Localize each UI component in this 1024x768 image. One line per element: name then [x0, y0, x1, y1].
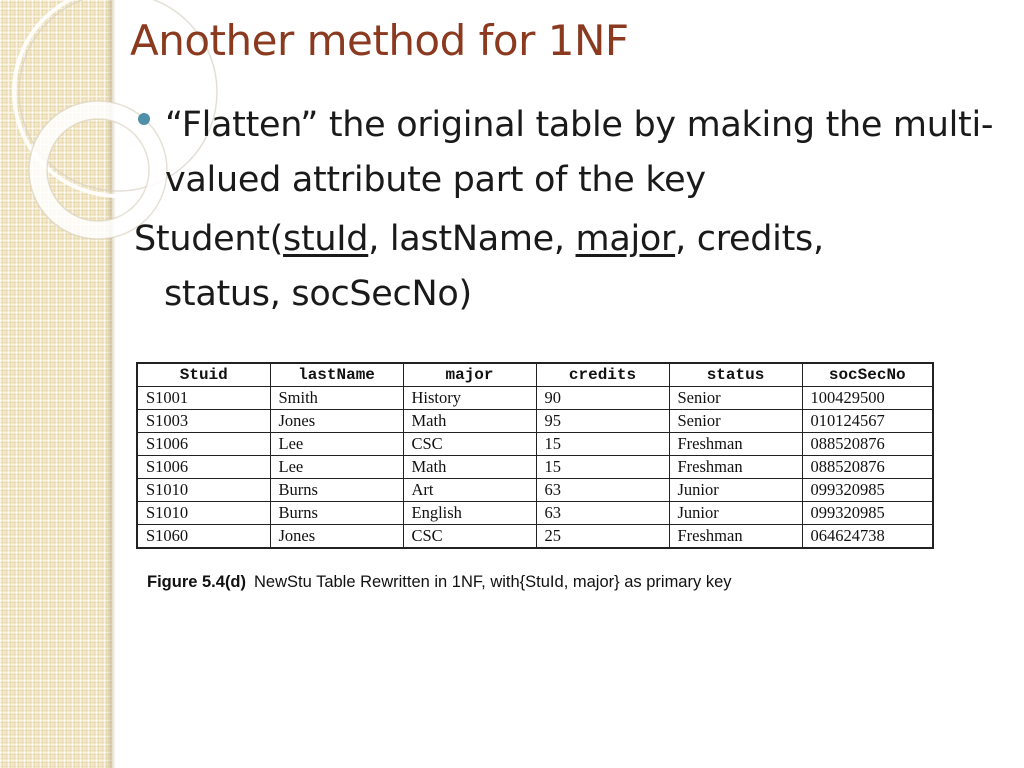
bullet-dot-icon	[138, 113, 150, 125]
table-row	[137, 387, 933, 410]
table-cell: English	[403, 502, 536, 525]
table-cell: Lee	[270, 456, 403, 479]
column-header: lastName	[270, 363, 403, 387]
column-header: Stuid	[137, 363, 270, 387]
table-cell: 099320985	[802, 479, 933, 502]
table-cell: CSC	[403, 433, 536, 456]
figure-caption	[147, 573, 732, 592]
table-cell: 099320985	[802, 502, 933, 525]
table-cell: Lee	[270, 433, 403, 456]
schema-prefix: Student(	[134, 219, 284, 259]
table-cell: 15	[536, 456, 669, 479]
figure-caption-text: NewStu Table Rewritten in 1NF, with{StuId, major} as primary key	[254, 573, 732, 591]
student-schema	[134, 212, 994, 322]
column-header: status	[669, 363, 802, 387]
table-cell: Freshman	[669, 433, 802, 456]
table-cell: Senior	[669, 410, 802, 433]
table-cell: Senior	[669, 387, 802, 410]
table-row	[137, 456, 933, 479]
table-cell: S1001	[137, 387, 270, 410]
column-header: major	[403, 363, 536, 387]
table-cell: Freshman	[669, 525, 802, 549]
table-cell: S1010	[137, 479, 270, 502]
table-cell: 63	[536, 479, 669, 502]
table-cell: Burns	[270, 479, 403, 502]
table-header-row	[137, 363, 933, 387]
table-row	[137, 502, 933, 525]
schema-line-2: status, socSecNo)	[164, 274, 472, 314]
table-cell: S1010	[137, 502, 270, 525]
table-cell: CSC	[403, 525, 536, 549]
table-cell: Math	[403, 456, 536, 479]
table-cell: Math	[403, 410, 536, 433]
table-cell: 088520876	[802, 433, 933, 456]
table-cell: S1003	[137, 410, 270, 433]
table-cell: 010124567	[802, 410, 933, 433]
table-cell: Junior	[669, 479, 802, 502]
column-header: socSecNo	[802, 363, 933, 387]
schema-key-major: major	[575, 219, 676, 259]
table-cell: S1060	[137, 525, 270, 549]
table-cell: Art	[403, 479, 536, 502]
bullet-text: “Flatten” the original table by making the multi-valued attribute part of the key	[165, 105, 994, 200]
table-cell: Jones	[270, 410, 403, 433]
table-cell: 25	[536, 525, 669, 549]
table-cell: History	[403, 387, 536, 410]
table-cell: 15	[536, 433, 669, 456]
table-cell: Freshman	[669, 456, 802, 479]
table-cell: Jones	[270, 525, 403, 549]
table-cell: S1006	[137, 456, 270, 479]
table-cell: Burns	[270, 502, 403, 525]
table-cell: 63	[536, 502, 669, 525]
schema-key-stuid: stuId	[283, 219, 369, 259]
table-row	[137, 525, 933, 549]
table-cell: Junior	[669, 502, 802, 525]
table-cell: S1006	[137, 433, 270, 456]
schema-separator: , lastName,	[368, 219, 576, 259]
figure-label: Figure 5.4(d)	[147, 573, 247, 591]
bullet-item	[138, 98, 998, 208]
table-cell: 95	[536, 410, 669, 433]
table-row	[137, 433, 933, 456]
table-row	[137, 410, 933, 433]
schema-rest: , credits,	[675, 219, 824, 259]
slide-title: Another method for 1NF	[130, 16, 629, 65]
column-header: credits	[536, 363, 669, 387]
table-cell: 90	[536, 387, 669, 410]
table-cell: Smith	[270, 387, 403, 410]
student-table	[136, 362, 934, 549]
table-row	[137, 479, 933, 502]
table-cell: 064624738	[802, 525, 933, 549]
table-cell: 100429500	[802, 387, 933, 410]
table-cell: 088520876	[802, 456, 933, 479]
